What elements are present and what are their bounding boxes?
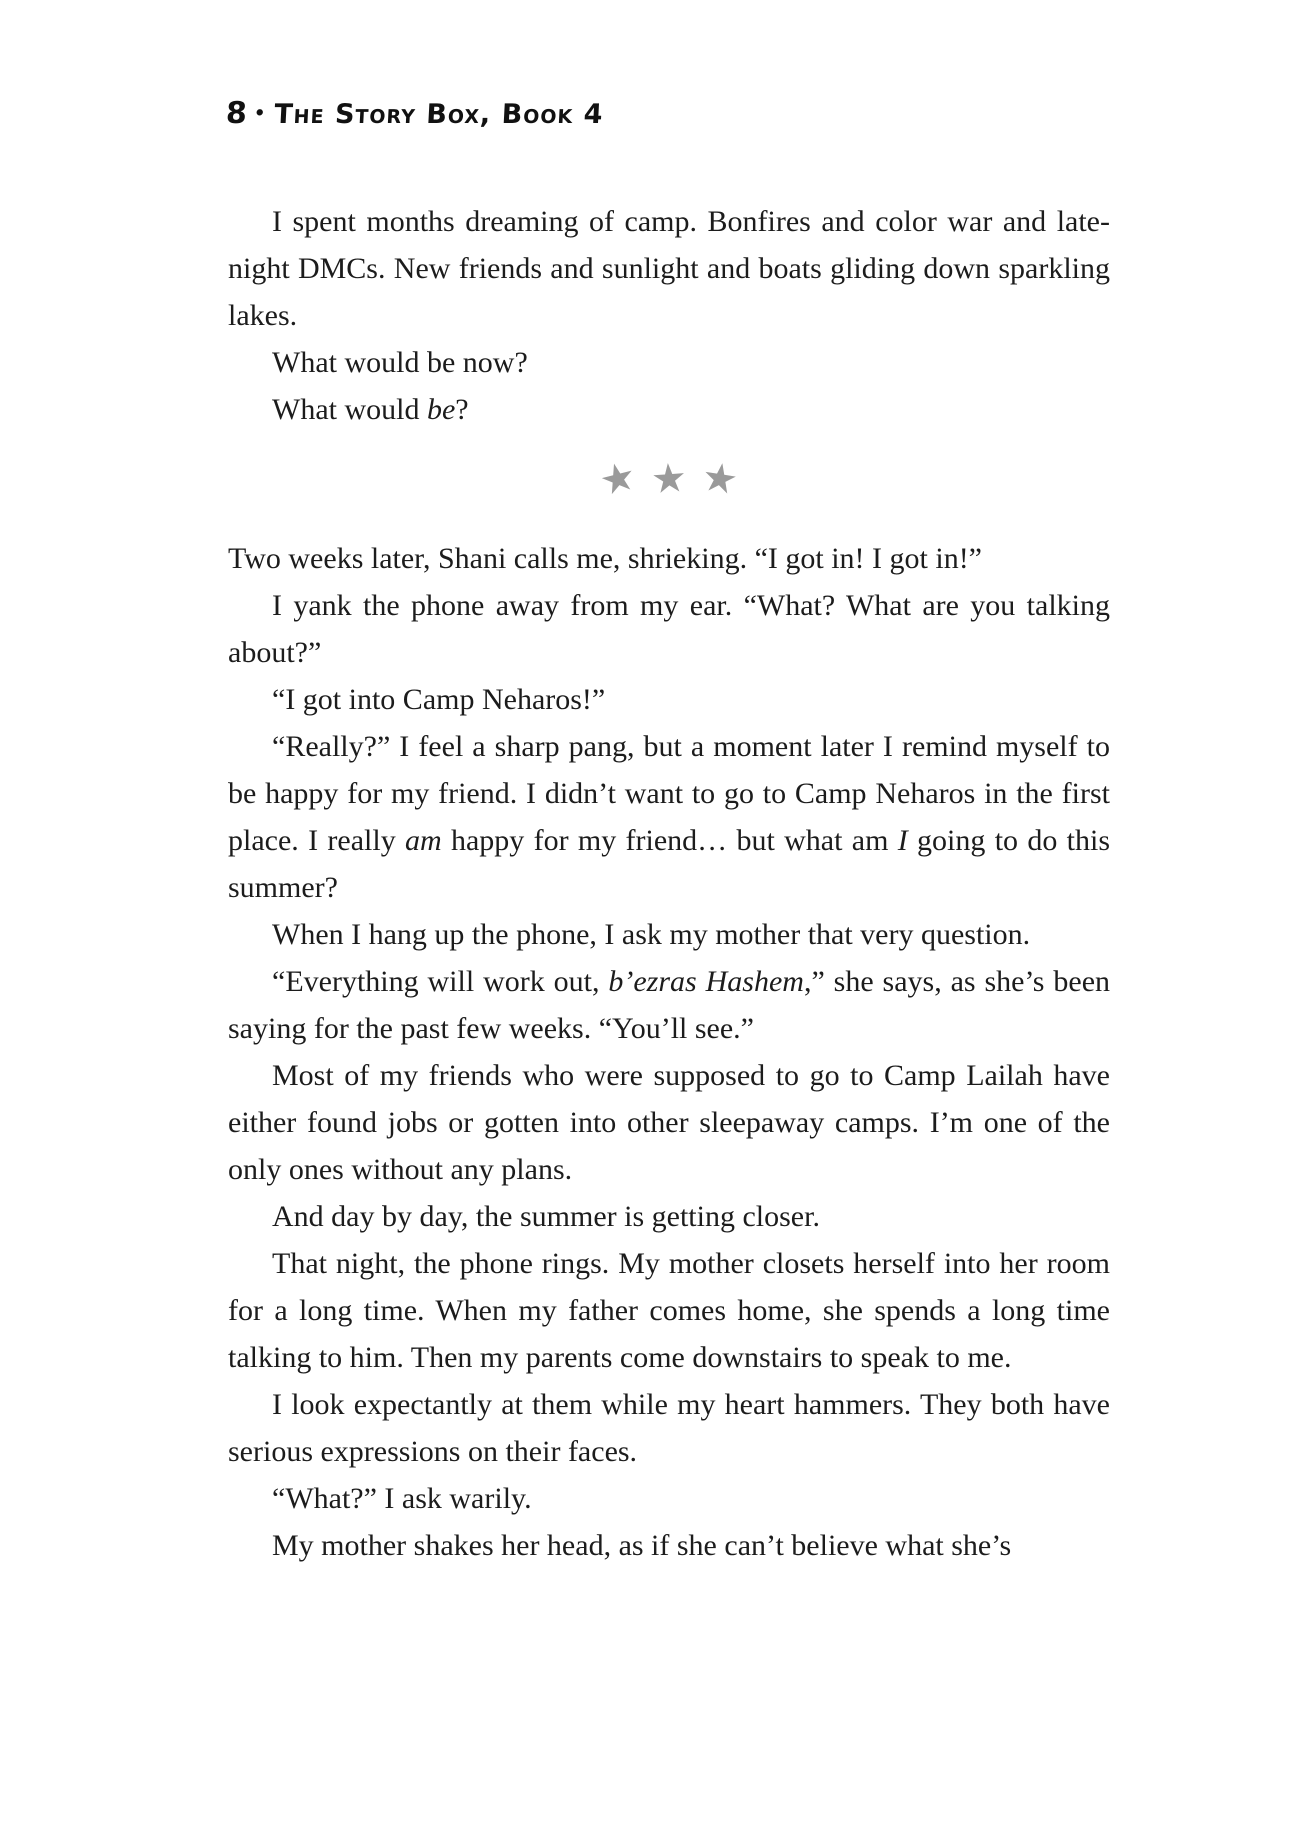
- text-run: What would: [272, 393, 427, 426]
- text-run: I spent months dreaming of camp. Bonfires and color war and late-night DMCs. New friends and sunlight and boats gliding down sparkling lakes.: [228, 205, 1110, 332]
- paragraph: [228, 339, 1110, 386]
- paragraph: [228, 386, 1110, 433]
- star-icon: ★: [594, 452, 641, 506]
- running-header: [225, 96, 604, 131]
- paragraph: [228, 1052, 1110, 1193]
- star-icon: ★: [649, 454, 689, 504]
- text-run: happy for my friend… but what am: [441, 824, 898, 857]
- scene-break-divider: [228, 451, 1110, 507]
- text-run: Most of my friends who were supposed to go to Camp Lailah have either found jobs or gotten into other sleepaway camps. I’m one of the only ones without any plans.: [228, 1059, 1110, 1186]
- text-run: ,” she says, as she’s been saying for the past few weeks. “You’ll see.”: [228, 965, 1111, 1045]
- paragraph: [228, 535, 1110, 582]
- text-run: I yank the phone away from my ear. “What? What are you talking about?”: [228, 589, 1110, 669]
- paragraph: [228, 676, 1110, 723]
- paragraph: [228, 1240, 1110, 1381]
- book-title: The Story Box, Book 4: [273, 99, 605, 130]
- text-run: ?: [455, 393, 469, 426]
- header-bullet-icon: •: [253, 103, 267, 124]
- text-run: And day by day, the summer is getting closer.: [272, 1200, 820, 1233]
- text-run: That night, the phone rings. My mother closets herself into her room for a long time. When my father comes home, she spends a long time talking to him. Then my parents come downstairs to speak to me.: [228, 1247, 1110, 1374]
- paragraph: [228, 911, 1110, 958]
- body-text: [228, 198, 1110, 1569]
- paragraph: [228, 1475, 1110, 1522]
- paragraph: [228, 1381, 1110, 1475]
- text-run: “What?” I ask warily.: [272, 1482, 532, 1515]
- italic-text-run: I: [897, 824, 908, 857]
- italic-text-run: am: [405, 824, 442, 857]
- paragraph: [228, 1522, 1110, 1569]
- text-run: Two weeks later, Shani calls me, shrieking. “I got in! I got in!”: [228, 542, 982, 575]
- text-run: What would be now?: [272, 346, 528, 379]
- section-after-break: [228, 535, 1110, 1569]
- paragraph: [228, 723, 1110, 911]
- page-number: 8: [225, 96, 249, 131]
- section-before-break: [228, 198, 1110, 433]
- text-run: “Everything will work out,: [272, 965, 609, 998]
- italic-text-run: b’ezras Hashem: [608, 965, 804, 998]
- paragraph: [228, 198, 1110, 339]
- text-run: I look expectantly at them while my heart hammers. They both have serious expressions on their faces.: [228, 1388, 1110, 1468]
- star-icon: ★: [699, 453, 742, 505]
- text-run: going to do this summer?: [228, 824, 1110, 904]
- text-run: When I hang up the phone, I ask my mother that very question.: [272, 918, 1031, 951]
- text-run: “I got into Camp Neharos!”: [272, 683, 606, 716]
- italic-text-run: be: [426, 393, 456, 426]
- paragraph: [228, 958, 1110, 1052]
- text-run: My mother shakes her head, as if she can’t believe what she’s: [272, 1529, 1012, 1562]
- paragraph: [228, 1193, 1110, 1240]
- paragraph: [228, 582, 1110, 676]
- text-run: “Really?” I feel a sharp pang, but a moment later I remind myself to be happy for my friend. I didn’t want to go to Camp Neharos in the first place. I really: [228, 730, 1110, 857]
